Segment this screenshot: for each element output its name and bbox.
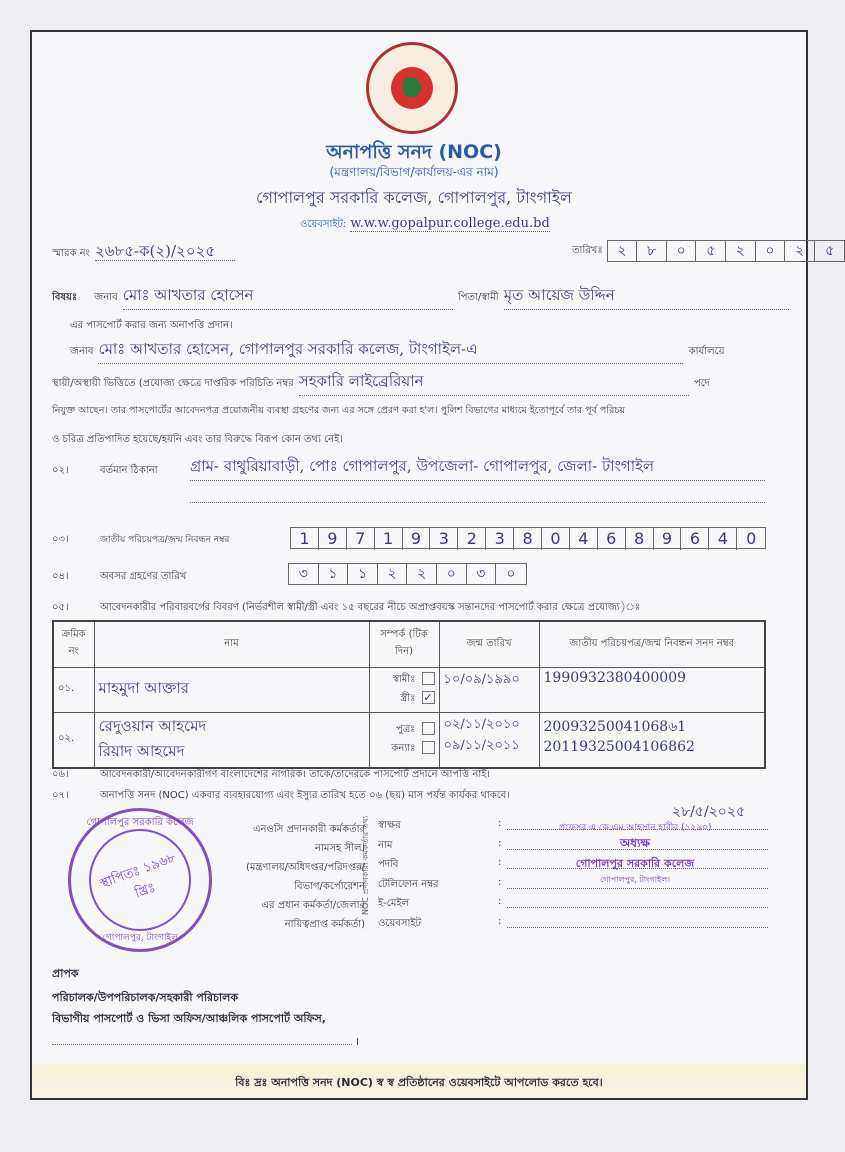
body-line-2: স্থায়ী/অস্থায়ী ভিত্তিতে (প্রযোজ্য ক্ষেত্রে দাপ্তরিক পরিচিতি নম্বর সহকারি লাইব্রেরিয়ান পদে bbox=[52, 370, 764, 396]
digit-box: ১ bbox=[319, 564, 349, 584]
principal-seal: প্রফেসর এ.কে.এম.আহসান হাবীব (১২৯০) অধ্যক্ষ গোপালপুর সরকারি কলেজ গোপালপুর, টাংগাইল। bbox=[558, 823, 712, 884]
digit-box: ২ bbox=[726, 241, 756, 261]
body-line-3: নিযুক্ত আছেন। তার পাসপোর্টের আবেদনপত্র প্রয়োজনীয় ব্যবস্থা গ্রহণের জন্য এর সঙ্গে প্রেরণ করা হ'ল। পুলিশ বিভাগের মাধ্যমে ইতোপূর্বে তার পূর্ব পরিচয় bbox=[52, 405, 626, 416]
digit-box: ২ bbox=[785, 241, 815, 261]
date-field: তারিখঃ ২ ৮ ০ ৫ ২ ০ ২ ৫ bbox=[572, 240, 845, 262]
relation-checkbox[interactable] bbox=[422, 741, 435, 754]
subject-line-2: এর পাসপোর্ট করার জন্য অনাপত্তি প্রদান। bbox=[70, 320, 233, 331]
digit-box: 9 bbox=[403, 528, 431, 550]
nid-number-boxes bbox=[290, 527, 766, 549]
digit-box: ৫ bbox=[825, 243, 835, 259]
subject-line: বিষয়ঃ জনাব মোঃ আখতার হোসেন পিতা/স্বামী মৃত আয়েজ উদ্দিন bbox=[52, 284, 762, 310]
citizenship-note: আবেদনকারী/আবেদনকারীগণ বাংলাদেশের নাগরিক। তাকে/তাদেরকে পাসপোর্ট প্রদানে আপত্তি নাই। bbox=[100, 769, 491, 780]
signature-date: ২৮/৫/২০২৫ bbox=[672, 804, 746, 820]
digit-box: ৮ bbox=[637, 241, 667, 261]
digit-box: ২ bbox=[608, 241, 638, 261]
digit-box: ০ bbox=[437, 564, 467, 584]
date-boxes bbox=[607, 240, 845, 262]
digit-box: ৩ bbox=[289, 564, 319, 584]
designation: সহকারি লাইব্রেরিয়ান bbox=[299, 370, 689, 396]
digit-box: 1 bbox=[291, 528, 319, 550]
present-address: গ্রাম- বাথুরিয়াবাড়ী, পোঃ গোপালপুর, উপজেলা- গোপালপুর, জেলা- টাংগাইল bbox=[190, 455, 765, 481]
signatory-field: ই-মেইল : bbox=[378, 896, 768, 916]
relation-checkbox[interactable] bbox=[422, 672, 435, 685]
digit-box: 4 bbox=[570, 528, 598, 550]
digit-box: 0 bbox=[542, 528, 570, 550]
document-subtitle: (মন্ত্রণালয়/বিভাগ/কার্যালয়-এর নাম) bbox=[329, 165, 499, 179]
validity-note: অনাপত্তি সনদ (NOC) একবার ব্যবহারযোগ্য এবং ইস্যুর তারিখ হতে ০৬ (ছয়) মাস পর্যন্ত কার্যকর থাকবে। bbox=[100, 790, 510, 801]
father-name: মৃত আয়েজ উদ্দিন bbox=[504, 284, 789, 310]
signatory-field: ওয়েবসাইট : bbox=[378, 916, 768, 936]
digit-box: 9 bbox=[654, 528, 682, 550]
office-name: গোপালপুর সরকারি কলেজ, গোপালপুর, টাংগাইল bbox=[256, 188, 572, 207]
website-label: ওয়েবসাইট: bbox=[300, 219, 347, 230]
digit-box: 4 bbox=[709, 528, 737, 550]
digit-box: 7 bbox=[347, 528, 375, 550]
recipient-office-line bbox=[52, 1044, 352, 1045]
document-title: অনাপত্তি সনদ (NOC) bbox=[326, 141, 502, 163]
digit-box: 3 bbox=[486, 528, 514, 550]
memo-number: স্মারক নং ২৬৮৫-ক(২)/২০২৫ bbox=[52, 240, 235, 265]
digit-box: ১ bbox=[348, 564, 378, 584]
signatory-field: নাম : bbox=[378, 838, 768, 858]
digit-box: ৩ bbox=[467, 564, 497, 584]
address-line-2 bbox=[190, 502, 765, 503]
table-row: ০১. মাহমুদা আক্তার স্বামীঃ স্ত্রীঃ ✓ ১০/০৯/১৯৯০ 1990932380400009 bbox=[53, 667, 765, 712]
body-line-4: ও চরিত্র প্রতিপাদিত হয়েছে/হয়নি এবং তার বিরুদ্ধে বিরূপ কোন তথ্য নেই। bbox=[52, 434, 343, 445]
relation-checkbox[interactable]: ✓ bbox=[423, 691, 433, 704]
digit-box: 6 bbox=[681, 528, 709, 550]
digit-box: 8 bbox=[626, 528, 654, 550]
applicant-name: মোঃ আখতার হোসেন bbox=[123, 284, 453, 310]
digit-box: ২ bbox=[378, 564, 408, 584]
digit-box: 2 bbox=[458, 528, 486, 550]
relation-checkbox[interactable] bbox=[422, 722, 435, 735]
college-stamp: গোপালপুর সরকারি কলেজ স্থাপিতঃ ১৯৬৮ খ্রিঃ গোপালপুর, টাংগাইল bbox=[68, 808, 212, 952]
digit-box: 3 bbox=[430, 528, 458, 550]
digit-box: ০ bbox=[506, 566, 516, 582]
digit-box: 1 bbox=[375, 528, 403, 550]
digit-box: ২ bbox=[407, 564, 437, 584]
footer-band bbox=[32, 1064, 806, 1098]
website-line bbox=[300, 216, 550, 234]
website-value: w.w.w.gopalpur.college.edu.bd bbox=[350, 216, 550, 231]
signatory-field: টেলিফোন নম্বর : bbox=[378, 877, 768, 897]
digit-box: ০ bbox=[756, 241, 786, 261]
government-emblem bbox=[366, 42, 458, 134]
digit-box: 9 bbox=[319, 528, 347, 550]
footer-note: বিঃ দ্রঃ অনাপত্তি সনদ (NOC) স্ব স্ব প্রতিষ্ঠানের ওয়েবসাইটে আপলোড করতে হবে। bbox=[235, 1076, 603, 1089]
signatory-field: স্বাক্ষর : bbox=[378, 818, 768, 838]
signatory-field: পদবি : bbox=[378, 857, 768, 877]
digit-box: 0 bbox=[746, 529, 757, 548]
retirement-date-boxes bbox=[288, 563, 527, 585]
noc-vertical-label: NOC প্রদানকারী কর্মকর্তার তথ্য bbox=[361, 815, 370, 915]
signatory-labels: এনওসি প্রদানকারী কর্মকর্তার নামসহ সীল। (মন্ত্রণালয়/অধিদপ্তর/পরিদপ্তর/ বিভাগ/কর্পোরেশন এর প্রধান কর্মকর্তা/জেলার নায়িত্বপ্রাপ্ত কর্মকর্তা) bbox=[245, 824, 365, 930]
table-row: ০২. রেদুওয়ান আহমেদ রিয়াদ আহমেদ পুত্রঃ কন্যাঃ ০২/১১/২০১০ ০৯/১১/২০১১ 20093250041068৬1 20119325004106862 bbox=[53, 712, 765, 768]
family-table: ক্রমিক নং নাম সম্পর্ক (টিক দিন) জন্ম তারিখ জাতীয় পরিচয়পত্র/জন্ম নিবন্ধন সনদ নম্বর ০১. মাহমুদা আক্তার স্বামীঃ স্ত্রীঃ ✓ ১০/০৯/১৯৯০ 1990932380400009 ০২. রেদুওয়ান আহমেদ রিয়াদ আহমেদ পুত্রঃ কন্যাঃ ০২/১১/২০১০ ০৯/১১/২০১১ 20093250041068৬1 20119325004106862 bbox=[52, 620, 766, 769]
body-line-1: জনাব মোঃ আখতার হোসেন, গোপালপুর সরকারি কলেজ, টাংগাইল-এ কার্যালয়ে bbox=[70, 338, 765, 364]
digit-box: 6 bbox=[598, 528, 626, 550]
digit-box: 8 bbox=[514, 528, 542, 550]
digit-box: ০ bbox=[667, 241, 697, 261]
applicant-office: মোঃ আখতার হোসেন, গোপালপুর সরকারি কলেজ, টাংগাইল-এ bbox=[98, 338, 683, 364]
digit-box: ৫ bbox=[696, 241, 726, 261]
